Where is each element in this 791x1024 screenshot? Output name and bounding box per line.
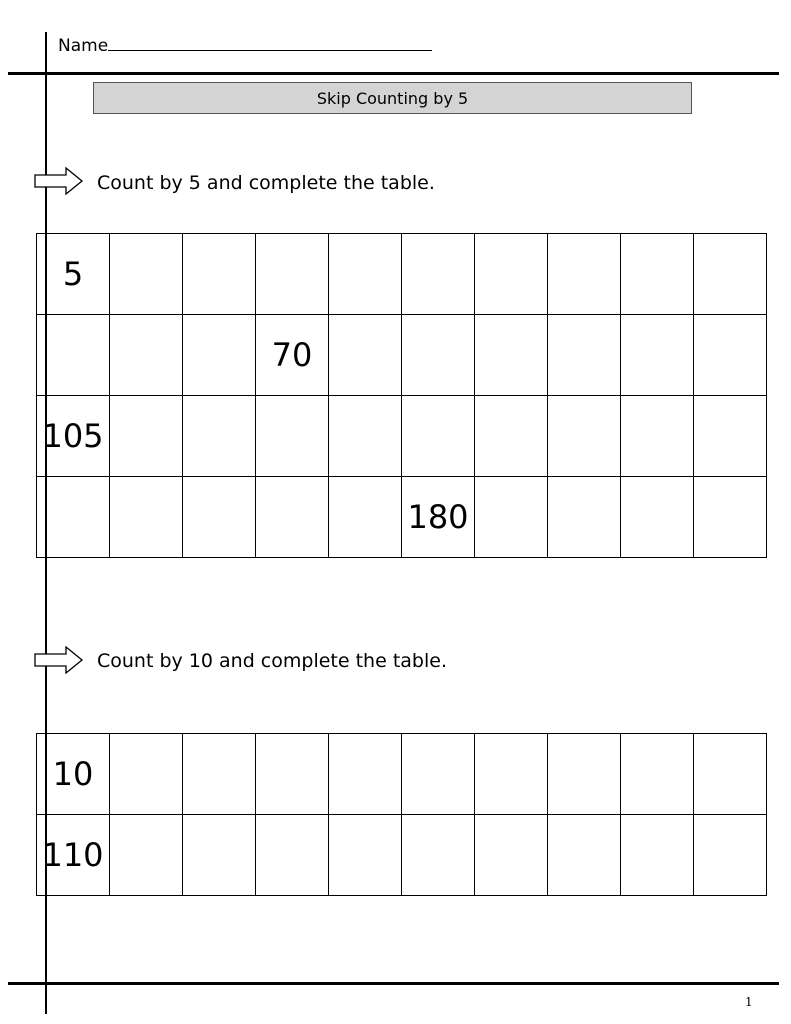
given-number-cell: 180 bbox=[402, 477, 475, 558]
blank-answer-cell[interactable] bbox=[475, 396, 548, 477]
blank-answer-cell[interactable] bbox=[621, 234, 694, 315]
worksheet-title-banner bbox=[93, 82, 692, 114]
blank-answer-cell[interactable] bbox=[329, 815, 402, 896]
page-number: 1 bbox=[745, 995, 753, 1009]
blank-answer-cell[interactable] bbox=[402, 734, 475, 815]
blank-answer-cell[interactable] bbox=[183, 734, 256, 815]
right-arrow-icon bbox=[34, 166, 84, 196]
footer-divider bbox=[8, 982, 779, 985]
blank-answer-cell[interactable] bbox=[37, 477, 110, 558]
blank-answer-cell[interactable] bbox=[110, 315, 183, 396]
blank-answer-cell[interactable] bbox=[548, 815, 621, 896]
blank-answer-cell[interactable] bbox=[621, 477, 694, 558]
blank-answer-cell[interactable] bbox=[548, 234, 621, 315]
blank-answer-cell[interactable] bbox=[183, 815, 256, 896]
blank-answer-cell[interactable] bbox=[548, 315, 621, 396]
blank-answer-cell[interactable] bbox=[548, 477, 621, 558]
blank-answer-cell[interactable] bbox=[694, 477, 767, 558]
blank-answer-cell[interactable] bbox=[475, 234, 548, 315]
blank-answer-cell[interactable] bbox=[110, 396, 183, 477]
table-row bbox=[37, 477, 767, 558]
blank-answer-cell[interactable] bbox=[110, 477, 183, 558]
count-by-5-table bbox=[36, 233, 767, 558]
blank-answer-cell[interactable] bbox=[183, 234, 256, 315]
name-label: Name bbox=[58, 36, 109, 56]
given-number-cell: 10 bbox=[37, 734, 110, 815]
blank-answer-cell[interactable] bbox=[329, 234, 402, 315]
name-field bbox=[58, 34, 432, 56]
given-number-cell: 70 bbox=[256, 315, 329, 396]
table-row bbox=[37, 734, 767, 815]
given-number-cell: 110 bbox=[37, 815, 110, 896]
blank-answer-cell[interactable] bbox=[402, 396, 475, 477]
blank-answer-cell[interactable] bbox=[694, 396, 767, 477]
blank-answer-cell[interactable] bbox=[475, 477, 548, 558]
blank-answer-cell[interactable] bbox=[256, 815, 329, 896]
blank-answer-cell[interactable] bbox=[110, 815, 183, 896]
blank-answer-cell[interactable] bbox=[548, 396, 621, 477]
blank-answer-cell[interactable] bbox=[694, 234, 767, 315]
instruction-1: Count by 5 and complete the table. bbox=[97, 172, 435, 194]
blank-answer-cell[interactable] bbox=[256, 234, 329, 315]
table-row bbox=[37, 315, 767, 396]
blank-answer-cell[interactable] bbox=[402, 315, 475, 396]
blank-answer-cell[interactable] bbox=[621, 734, 694, 815]
blank-answer-cell[interactable] bbox=[694, 734, 767, 815]
blank-answer-cell[interactable] bbox=[183, 315, 256, 396]
worksheet-title: Skip Counting by 5 bbox=[316, 89, 469, 108]
blank-answer-cell[interactable] bbox=[621, 396, 694, 477]
count-by-10-table bbox=[36, 733, 767, 896]
given-number-cell: 105 bbox=[37, 396, 110, 477]
table-row bbox=[37, 234, 767, 315]
name-blank-line[interactable] bbox=[108, 34, 432, 51]
right-arrow-icon bbox=[34, 645, 84, 675]
blank-answer-cell[interactable] bbox=[329, 477, 402, 558]
blank-answer-cell[interactable] bbox=[402, 815, 475, 896]
blank-answer-cell[interactable] bbox=[183, 477, 256, 558]
blank-answer-cell[interactable] bbox=[548, 734, 621, 815]
blank-answer-cell[interactable] bbox=[475, 734, 548, 815]
given-number-cell: 5 bbox=[37, 234, 110, 315]
blank-answer-cell[interactable] bbox=[329, 734, 402, 815]
blank-answer-cell[interactable] bbox=[256, 477, 329, 558]
blank-answer-cell[interactable] bbox=[694, 315, 767, 396]
blank-answer-cell[interactable] bbox=[256, 734, 329, 815]
blank-answer-cell[interactable] bbox=[183, 396, 256, 477]
instruction-2: Count by 10 and complete the table. bbox=[97, 650, 447, 672]
table-row bbox=[37, 815, 767, 896]
blank-answer-cell[interactable] bbox=[329, 315, 402, 396]
blank-answer-cell[interactable] bbox=[475, 315, 548, 396]
table-row bbox=[37, 396, 767, 477]
blank-answer-cell[interactable] bbox=[694, 815, 767, 896]
blank-answer-cell[interactable] bbox=[475, 815, 548, 896]
blank-answer-cell[interactable] bbox=[110, 234, 183, 315]
blank-answer-cell[interactable] bbox=[329, 396, 402, 477]
blank-answer-cell[interactable] bbox=[402, 234, 475, 315]
blank-answer-cell[interactable] bbox=[621, 315, 694, 396]
blank-answer-cell[interactable] bbox=[110, 734, 183, 815]
blank-answer-cell[interactable] bbox=[256, 396, 329, 477]
header-divider bbox=[8, 72, 779, 75]
blank-answer-cell[interactable] bbox=[621, 815, 694, 896]
blank-answer-cell[interactable] bbox=[37, 315, 110, 396]
